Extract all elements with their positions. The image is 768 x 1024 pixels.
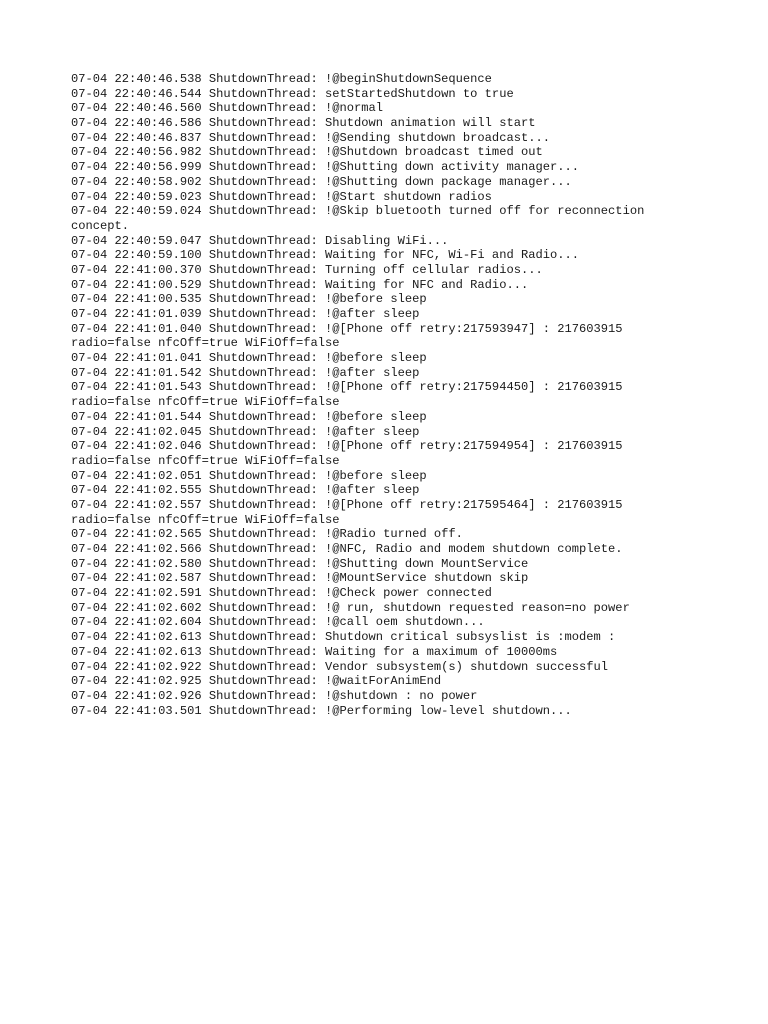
log-line: 07-04 22:40:59.024 ShutdownThread: !@Skip bluetooth turned off for reconnection bbox=[71, 204, 645, 219]
log-line: 07-04 22:40:59.047 ShutdownThread: Disabling WiFi... bbox=[71, 233, 449, 248]
log-line: 07-04 22:40:46.544 ShutdownThread: setStartedShutdown to true bbox=[71, 86, 514, 101]
log-text-block bbox=[71, 72, 711, 718]
log-line: 07-04 22:41:00.529 ShutdownThread: Waiting for NFC and Radio... bbox=[71, 277, 529, 292]
log-line: 07-04 22:41:01.543 ShutdownThread: !@[Phone off retry:217594450] : 217603915 bbox=[71, 380, 623, 395]
log-line: 07-04 22:41:02.602 ShutdownThread: !@ run, shutdown requested reason=no power bbox=[71, 600, 630, 615]
log-line: 07-04 22:41:02.591 ShutdownThread: !@Check power connected bbox=[71, 586, 492, 601]
log-line: 07-04 22:41:02.565 ShutdownThread: !@Radio turned off. bbox=[71, 527, 463, 542]
log-line: 07-04 22:40:46.837 ShutdownThread: !@Sending shutdown broadcast... bbox=[71, 130, 550, 145]
log-line: 07-04 22:41:00.370 ShutdownThread: Turning off cellular radios... bbox=[71, 262, 543, 277]
log-line: 07-04 22:41:02.566 ShutdownThread: !@NFC, Radio and modem shutdown complete. bbox=[71, 542, 623, 556]
log-line: 07-04 22:41:02.555 ShutdownThread: !@after sleep bbox=[71, 483, 420, 498]
log-line: 07-04 22:41:01.041 ShutdownThread: !@before sleep bbox=[71, 351, 427, 366]
log-line: 07-04 22:41:03.501 ShutdownThread: !@Performing low-level shutdown... bbox=[71, 703, 572, 718]
log-line: 07-04 22:40:56.982 ShutdownThread: !@Shutdown broadcast timed out bbox=[71, 145, 543, 160]
log-line: 07-04 22:41:01.544 ShutdownThread: !@before sleep bbox=[71, 409, 427, 424]
log-line: 07-04 22:41:01.542 ShutdownThread: !@after sleep bbox=[71, 365, 420, 380]
log-line: 07-04 22:41:02.926 ShutdownThread: !@shutdown : no power bbox=[71, 688, 478, 703]
log-line: 07-04 22:41:00.535 ShutdownThread: !@before sleep bbox=[71, 292, 427, 307]
log-line: 07-04 22:41:01.039 ShutdownThread: !@after sleep bbox=[71, 307, 420, 321]
log-line: 07-04 22:40:46.538 ShutdownThread: !@beginShutdownSequence bbox=[71, 72, 492, 86]
log-line: 07-04 22:41:02.580 ShutdownThread: !@Shutting down MountService bbox=[71, 556, 529, 571]
log-line: 07-04 22:41:02.587 ShutdownThread: !@MountService shutdown skip bbox=[71, 571, 529, 586]
log-line: 07-04 22:40:59.100 ShutdownThread: Waiting for NFC, Wi-Fi and Radio... bbox=[71, 248, 580, 263]
log-line: 07-04 22:41:02.051 ShutdownThread: !@before sleep bbox=[71, 468, 427, 483]
log-line: 07-04 22:41:02.046 ShutdownThread: !@[Phone off retry:217594954] : 217603915 bbox=[71, 439, 623, 454]
log-line: 07-04 22:41:02.922 ShutdownThread: Vendor subsystem(s) shutdown successful bbox=[71, 659, 609, 674]
log-line: 07-04 22:41:02.613 ShutdownThread: Waiting for a maximum of 10000ms bbox=[71, 644, 558, 659]
log-line: 07-04 22:41:02.604 ShutdownThread: !@call oem shutdown... bbox=[71, 615, 485, 630]
log-line: radio=false nfcOff=true WiFiOff=false bbox=[71, 512, 340, 527]
log-line: radio=false nfcOff=true WiFiOff=false bbox=[71, 395, 340, 410]
log-line: 07-04 22:40:58.902 ShutdownThread: !@Shutting down package manager... bbox=[71, 174, 572, 189]
log-line: 07-04 22:40:46.560 ShutdownThread: !@normal bbox=[71, 101, 384, 116]
log-line: 07-04 22:41:02.613 ShutdownThread: Shutdown critical subsyslist is :modem : bbox=[71, 630, 616, 645]
log-line: 07-04 22:41:02.557 ShutdownThread: !@[Phone off retry:217595464] : 217603915 bbox=[71, 497, 623, 512]
log-line: radio=false nfcOff=true WiFiOff=false bbox=[71, 336, 340, 351]
log-line: 07-04 22:40:59.023 ShutdownThread: !@Start shutdown radios bbox=[71, 189, 492, 204]
log-line: 07-04 22:41:02.045 ShutdownThread: !@after sleep bbox=[71, 424, 420, 439]
log-line: concept. bbox=[71, 218, 130, 233]
log-line: 07-04 22:40:46.586 ShutdownThread: Shutdown animation will start bbox=[71, 116, 536, 131]
log-line: radio=false nfcOff=true WiFiOff=false bbox=[71, 453, 340, 468]
log-line: 07-04 22:41:02.925 ShutdownThread: !@waitForAnimEnd bbox=[71, 674, 442, 689]
log-line: 07-04 22:40:56.999 ShutdownThread: !@Shutting down activity manager... bbox=[71, 160, 580, 175]
log-line: 07-04 22:41:01.040 ShutdownThread: !@[Phone off retry:217593947] : 217603915 bbox=[71, 321, 623, 336]
